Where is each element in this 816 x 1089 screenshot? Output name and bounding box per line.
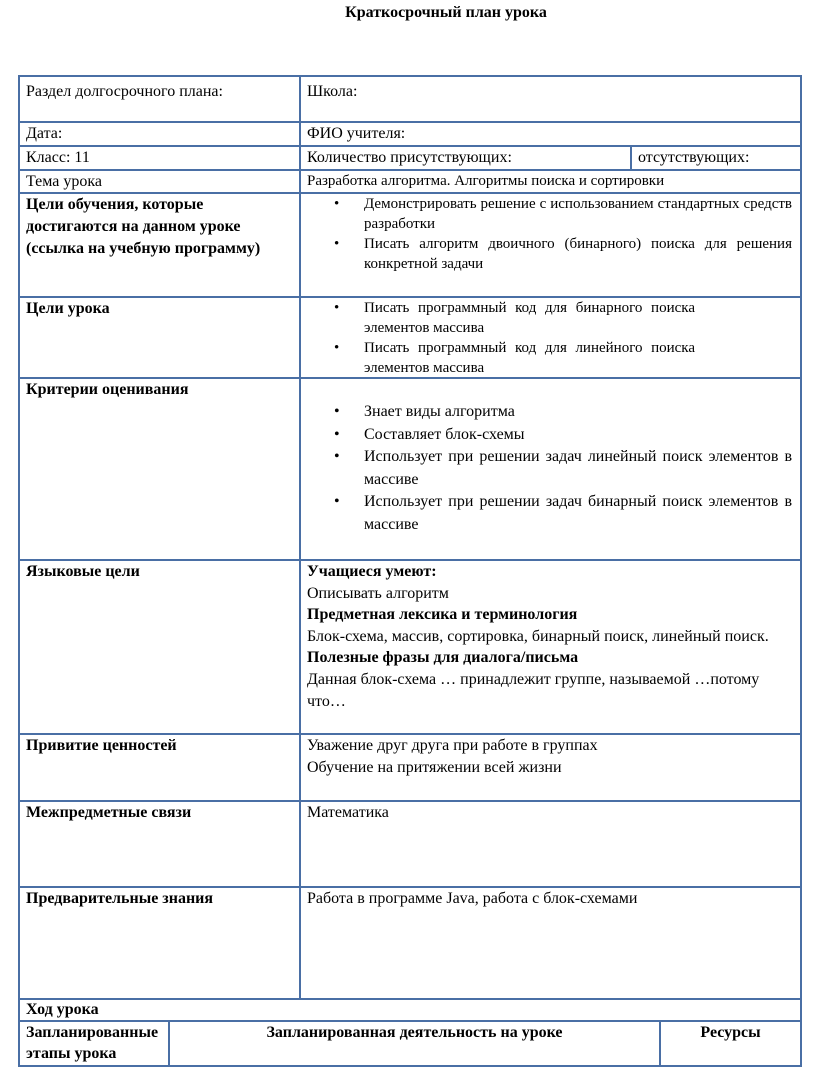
values-label: Привитие ценностей (26, 737, 177, 754)
class-label: Класс: 11 (26, 149, 90, 166)
assessment-criteria-list (301, 401, 800, 559)
list-item: • Писать программный код для линейного поиска элементов массива (307, 338, 695, 377)
resources-column-header: Ресурсы (700, 1024, 761, 1041)
language-objectives-label: Языковые цели (26, 563, 140, 580)
vocabulary-heading: Предметная лексика и терминология (307, 606, 578, 624)
section-label: Раздел долгосрочного плана: (26, 83, 223, 100)
page-title: Краткосрочный план урока (345, 4, 547, 21)
list-item: • Демонстрировать решение с использованием стандартных средств разработки (307, 194, 792, 234)
list-item: • Использует при решении задач линейный поиск элементов в массиве (307, 446, 792, 491)
cross-curricular-label: Межпредметные связи (26, 804, 192, 821)
learning-objectives-label: Цели обучения, которые достигаются на данном уроке (ссылка на учебную программу) (26, 196, 261, 257)
values-content (301, 735, 800, 800)
students-can-heading: Учащиеся умеют: (307, 563, 437, 580)
assessment-criteria-label: Критерии оценивания (26, 381, 189, 398)
language-objectives-content (301, 561, 800, 733)
list-item: • Использует при решении задач бинарный поиск элементов в массиве (307, 491, 792, 536)
phrases-heading: Полезные фразы для диалога/письма (307, 649, 579, 667)
prior-knowledge-value: Работа в программе Java, работа с блок-схемами (307, 890, 638, 907)
absent-label: отсутствующих: (638, 149, 750, 166)
present-label: Количество присутствующих: (307, 149, 512, 166)
list-item: • Писать программный код для бинарного поиска элементов массива (307, 298, 695, 338)
stages-column-header: Запланированные этапы урока (26, 1024, 159, 1062)
students-can-text: Описывать алгоритм (307, 584, 449, 602)
list-item: • Составляет блок-схемы (307, 424, 792, 447)
lesson-flow-label: Ход урока (26, 1001, 99, 1018)
vocabulary-text: Блок-схема, массив, сортировка, бинарный поиск, линейный поиск. (307, 627, 769, 645)
lesson-plan-table (18, 75, 802, 1067)
list-item: • Писать алгоритм двоичного (бинарного) поиска для решения конкретной задачи (307, 234, 792, 274)
school-label: Школа: (307, 83, 358, 100)
list-item: • Знает виды алгоритма (307, 401, 792, 424)
topic-label: Тема урока (26, 173, 103, 190)
lesson-objectives-label: Цели урока (26, 300, 110, 317)
activity-column-header: Запланированная деятельность на уроке (266, 1024, 563, 1041)
teacher-label: ФИО учителя: (307, 125, 406, 142)
cross-curricular-value: Математика (307, 804, 389, 821)
phrases-text: Данная блок-схема … принадлежит группе, называемой …потому что… (307, 670, 760, 710)
values-line: Уважение друг друга при работе в группах (307, 737, 598, 754)
prior-knowledge-label: Предварительные знания (26, 890, 214, 907)
values-line: Обучение на притяжении всей жизни (307, 759, 562, 776)
date-label: Дата: (26, 125, 63, 142)
learning-objectives-list (301, 194, 800, 296)
lesson-objectives-list (301, 298, 701, 377)
topic-value: Разработка алгоритма. Алгоритмы поиска и сортировки (307, 173, 665, 189)
